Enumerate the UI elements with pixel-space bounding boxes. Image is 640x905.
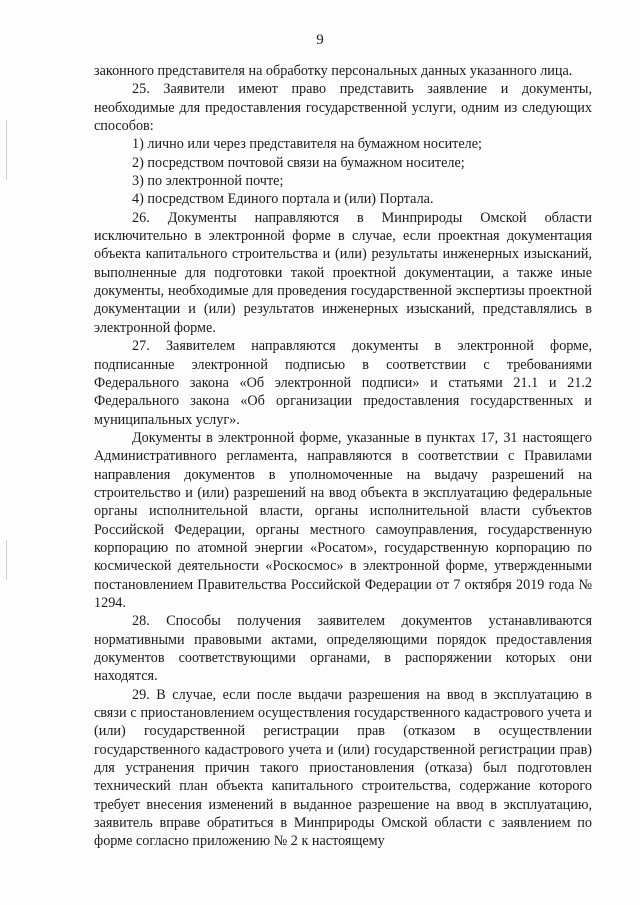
scan-edge-mark xyxy=(6,120,7,180)
list-item: 1) лично или через представителя на бумажном носителе; xyxy=(132,136,482,153)
scan-edge-mark xyxy=(6,540,7,580)
page-number: 9 xyxy=(316,32,324,48)
list-item: 4) посредством Единого портала и (или) Портала. xyxy=(132,191,434,208)
paragraph-continuation: законного представителя на обработку персональных данных указанного лица. xyxy=(94,63,573,79)
document-body xyxy=(94,62,592,851)
list-item: 3) по электронной почте; xyxy=(132,173,284,190)
list-item: 2) посредством почтовой связи на бумажном носителе; xyxy=(132,154,465,171)
paragraph-27-documents: Документы в электронной форме, указанные в пунктах 17, 31 настоящего Административного регламента, направляются в соответствии с Правилами направления документов в уполномоченные на выдачу разрешений на строительство и (или) разрешений на ввод объекта в эксплуатацию федеральные органы исполнительной власти, органы исполнительной власти субъектов Российской Федерации, органы местного самоуправления, государственную корпорацию по атомной энергии «Росатом», государственную корпорацию по космической деятельности «Роскосмос» в электронной форме, утвержденными постановлением Правительства Российской Федерации от 7 октября 2019 года № 1294. xyxy=(94,429,592,611)
paragraph-25: 25. Заявители имеют право представить заявление и документы, необходимые для предоставления государственной услуги, одним из следующих способов: xyxy=(94,81,592,135)
paragraph-29: 29. В случае, если после выдачи разрешения на ввод в эксплуатацию в связи с приостановлением осуществления государственного кадастрового учета и (или) государственной регистрации прав (отказом в осуществлении государственного кадастрового учета и (или) государственной регистрации прав) для устранения причин такого приостановления (отказа) был подготовлен технический план объекта капитального строительства, содержание которого требует внесения изменений в выданное разрешение на ввод в эксплуатацию, заявитель вправе обратиться в Минприроды Омской области с заявлением по форме согласно приложению № 2 к настоящему xyxy=(94,686,592,850)
paragraph-27: 27. Заявителем направляются документы в электронной форме, подписанные электронной подписью в соответствии с требованиями Федерального закона «Об электронной подписи» и статьями 21.1 и 21.2 Федерального закона «Об организации предоставления государственных и муниципальных услуг». xyxy=(94,338,592,428)
paragraph-26: 26. Документы направляются в Минприроды Омской области исключительно в электронной форме в случае, если проектная документация объекта капитального строительства и (или) результаты инженерных изысканий, выполненные для подготовки такой проектной документации, а также иные документы, необходимые для проведения государственной экспертизы проектной документации и (или) результатов инженерных изысканий, представлялись в электронной форме. xyxy=(94,209,592,336)
paragraph-28: 28. Способы получения заявителем документов устанавливаются нормативными правовыми актами, определяющими порядок предоставления документов соответствующими органами, в распоряжении которых они находятся. xyxy=(94,613,592,685)
